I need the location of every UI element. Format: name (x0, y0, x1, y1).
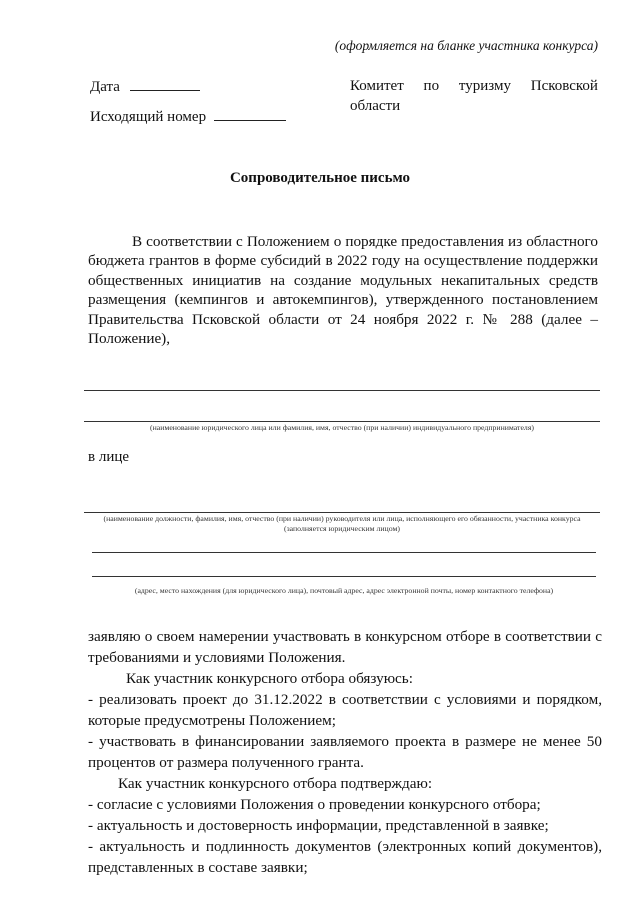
obligation-item: - реализовать проект до 31.12.2022 в соответствии с условиями и порядком, которые предусмотрены Положением; (88, 691, 602, 729)
confirmation-item: - актуальность и подлинность документов (электронных копий документов), представленных в составе заявки; (88, 838, 602, 876)
applicant-name-line-1[interactable] (84, 390, 600, 391)
addressee-word: Псковской (530, 78, 598, 94)
address-line-1[interactable] (92, 552, 596, 553)
obligation-item: - участвовать в финансировании заявляемого проекта в размере не менее 50 процентов от размера полученного гранта. (88, 733, 602, 771)
addressee-word: туризму (458, 78, 511, 94)
addressee-line-1 (350, 78, 598, 95)
intro-paragraph (88, 232, 598, 348)
representative-line[interactable] (84, 512, 600, 513)
intro-text: В соответствии с Положением о порядке предоставления из областного бюджета грантов в форме субсидий в 2022 году на осуществление поддержки общественных инициатив на создание модульных некапитальных средств размещения (кемпингов и автокемпингов), утвержденного постановлением Правительства Псковской области от 24 ноября 2022 г. № 288 (далее – Положение), (88, 233, 598, 348)
confirmation-item: - актуальность и достоверность информации, представленной в заявке; (88, 817, 549, 834)
applicant-name-caption: (наименование юридического лица или фамилия, имя, отчество (при наличии) индивидуального предпринимателя) (149, 423, 535, 432)
letter-body (88, 626, 602, 878)
statement-paragraph: заявляю о своем намерении участвовать в конкурсном отборе в соответствии с требованиями и условиями Положения. (88, 628, 602, 666)
date-blank[interactable] (130, 76, 200, 91)
outgoing-number-label: Исходящий номер (90, 109, 207, 125)
obligations-heading: Как участник конкурсного отбора обязуюсь: (126, 670, 413, 687)
address-line-2[interactable] (92, 576, 596, 577)
document-title: Сопроводительное письмо (229, 170, 411, 186)
addressee-word: по (423, 78, 440, 94)
outgoing-number-blank[interactable] (214, 106, 286, 121)
applicant-name-line-2[interactable] (84, 421, 600, 422)
form-note: (оформляется на бланке участника конкурса) (334, 38, 598, 53)
confirmation-item: - согласие с условиями Положения о проведении конкурсного отбора; (88, 796, 541, 813)
representative-caption: (наименование должности, фамилия, имя, отчество (при наличии) руководителя или лица, исполняющего его обязанности, участника конкурса (заполняется юридическим лицом) (103, 514, 581, 533)
outgoing-number-field (90, 106, 286, 126)
addressee-line-2: области (350, 98, 401, 114)
in-person-label: в лице (88, 449, 130, 465)
date-label: Дата (90, 79, 120, 95)
addressee-word: Комитет (350, 78, 404, 94)
confirmations-heading: Как участник конкурсного отбора подтверждаю: (118, 775, 433, 792)
address-caption: (адрес, место нахождения (для юридического лица), почтовый адрес, адрес электронной почты, номер контактного телефона) (134, 586, 554, 595)
date-field (90, 76, 200, 96)
